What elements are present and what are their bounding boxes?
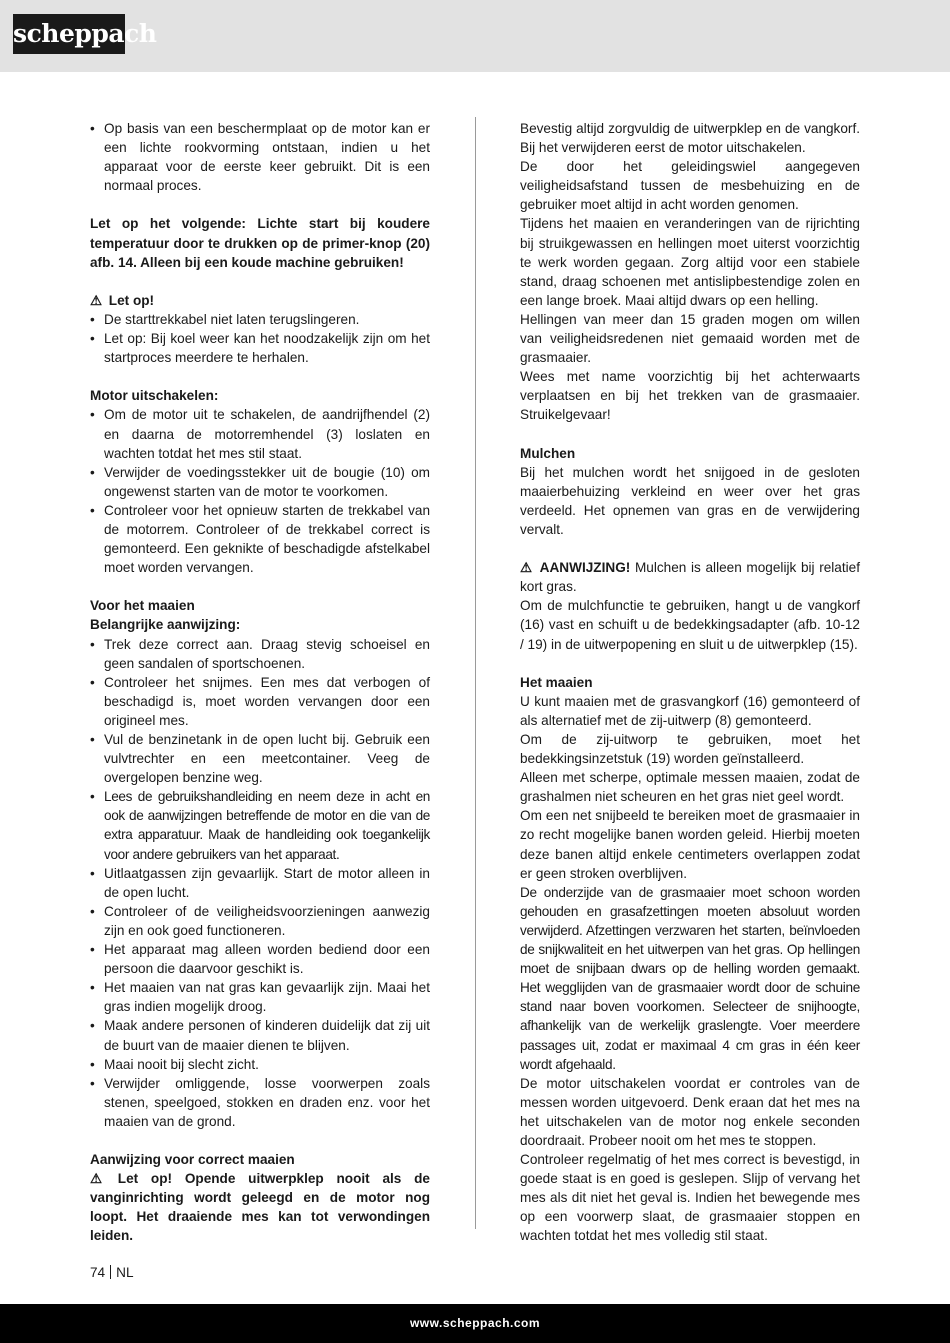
correct-mowing-warning — [90, 1169, 430, 1245]
list-item: • Trek deze correct aan. Draag stevig schoeisel en geen sandalen of sportschoenen. — [90, 635, 430, 673]
page-number-value: 74 — [90, 1265, 106, 1280]
mulch-function-paragraph: Om de mulchfunctie te gebruiken, hangt u de vangkorf (16) vast en schuift u de bedekkingsadapter (afb. 10-12 / 19) in de uitwerpopening en sluit u de uitwerpklep (15). — [520, 598, 860, 652]
caution-bullet-list — [90, 310, 430, 367]
warning-triangle-icon: ⚠ — [90, 1171, 103, 1187]
paragraph: Alleen met scherpe, optimale messen maaien, zodat de grashalmen niet scheuren en het gras niet geel wordt. — [520, 770, 860, 805]
important-bullet-list — [90, 635, 430, 1131]
list-item: • Op basis van een beschermplaat op de motor kan er een lichte rookvorming ontstaan, indien u het apparaat voor de eerste keer gebruikt. Dit is een normaal proces. — [90, 119, 430, 195]
correct-mowing-warning-text: Let op! Opende uitwerpklep nooit als de vanginrichting wordt geleegd en de motor nog loopt. Het draaiende mes kan tot verwondingen leiden. — [90, 1171, 430, 1244]
mulching-heading: Mulchen — [520, 445, 576, 461]
language-code: NL — [116, 1265, 134, 1280]
list-item: • Lees de gebruikshandleiding en neem deze in acht en ook de aanwijzingen betreffende de motor en die van de extra apparatuur. Maak de handleiding ook toegankelijk voor andere gebruikers van het apparaat. — [90, 787, 430, 863]
paragraph: Bevestig altijd zorgvuldig de uitwerpklep en de vangkorf. Bij het verwijderen eerst de motor uitschakelen. — [520, 121, 860, 156]
list-item: • Maak andere personen of kinderen duidelijk dat zij uit de buurt van de maaier dienen te blijven. — [90, 1016, 430, 1054]
paragraph: Tijdens het maaien en veranderingen van de rijrichting bij struikgewassen en hellingen moet uiterst voorzichtig te werk worden gegaan. Zorg altijd voor een stabiele stand, draag schoenen met antislipbestendige zolen en een lange broek. Maai altijd dwars op een helling. — [520, 216, 860, 308]
caution-heading — [90, 291, 430, 310]
page-number-separator — [110, 1265, 111, 1279]
list-item: • De starttrekkabel niet laten terugslingeren. — [90, 310, 430, 329]
warning-triangle-icon: ⚠ — [90, 292, 103, 308]
before-mowing-heading: Voor het maaien — [90, 598, 195, 614]
paragraph: Om een net snijbeeld te bereiken moet de grasmaaier in zo recht mogelijke banen worden geleid. Hierbij moeten deze banen altijd enkele centimeters overlappen zodat er geen stroken overblijven. — [520, 808, 860, 881]
correct-mowing-heading: Aanwijzing voor correct maaien — [90, 1152, 295, 1168]
list-item: • Controleer voor het opnieuw starten de trekkabel van de motorrem. Controleer of de trekkabel correct is gemonteerd. Een geknikte of beschadigde afstelkabel moet worden vervangen. — [90, 501, 430, 577]
right-column — [520, 119, 860, 1246]
mulching-note — [520, 558, 860, 596]
paragraph: Om de zij-uitworp te gebruiken, moet het bedekkingsinzetstuk (19) worden geïnstalleerd. — [520, 732, 860, 767]
column-divider — [475, 117, 476, 1229]
important-heading: Belangrijke aanwijzing: — [90, 617, 241, 633]
paragraph: Hellingen van meer dan 15 graden mogen om willen van veiligheidsredenen niet gemaaid worden met de grasmaaier. — [520, 311, 860, 366]
list-item: • Verwijder de voedingsstekker uit de bougie (10) om ongewenst starten van de motor te voorkomen. — [90, 463, 430, 501]
caution-title: Let op! — [108, 292, 155, 308]
intro-bullet-list — [90, 119, 430, 195]
paragraph: De motor uitschakelen voordat er controles van de messen worden uitgevoerd. Denk eraan dat het mes na het uitschakelen van de motor nog enkele seconden doordraait. Probeer nooit om het mes te stoppen. — [520, 1075, 860, 1148]
left-column — [90, 119, 430, 1246]
mulching-paragraph: Bij het mulchen wordt het snijgoed in de gesloten maaierbehuizing verkleind en weer over het gras verdeeld. Het opnemen van gras en de verwijdering vervalt. — [520, 464, 860, 537]
note-text: Mulchen is alleen mogelijk bij relatief kort gras. — [520, 560, 861, 595]
list-item: • Let op: Bij koel weer kan het noodzakelijk zijn om het startproces meerdere te herhalen. — [90, 329, 430, 367]
footer-website-link[interactable]: www.scheppach.com — [409, 1316, 541, 1330]
list-item: • Controleer het snijmes. Een mes dat verbogen of beschadigd is, moet worden vervangen door een origineel mes. — [90, 673, 430, 730]
paragraph: Controleer regelmatig of het mes correct is bevestigd, in goede staat is en goed is geslepen. Slijp of vervang het mes als dit niet het geval is. Indien het bewegende mes op een voorwerp slaat, de grasmaaier stoppen en wachten totdat het mes volledig stil staat. — [520, 1152, 860, 1244]
motor-off-bullet-list — [90, 405, 430, 577]
motor-off-heading: Motor uitschakelen: — [90, 388, 219, 404]
list-item: • Om de motor uit te schakelen, de aandrijfhendel (2) en daarna de motorremhendel (3) loslaten en wachten totdat het mes stil staat. — [90, 405, 430, 462]
list-item: • Verwijder omliggende, losse voorwerpen zoals stenen, speelgoed, stokken en draden enz. voor het maaien van de grond. — [90, 1074, 430, 1131]
paragraph: De onderzijde van de grasmaaier moet schoon worden gehouden en grasafzettingen moeten absoluut worden verwijderd. Afzettingen verzwaren het starten, beïnvloeden de snijkwaliteit en het uitwerpen van het gras. Op hellingen moet de snijbaan dwars op de helling worden gemaakt. Het wegglijden van de grasmaaier wordt door de schuine stand naar boven voorkomen. Selecteer de snijhoogte, afhankelijk van de werkelijk graslengte. Voer meerdere passages uit, zodat er maximaal 4 cm gras in één keer wordt afgehaald. — [520, 884, 860, 1072]
list-item: • Het maaien van nat gras kan gevaarlijk zijn. Maai het gras indien mogelijk droog. — [90, 978, 430, 1016]
list-item: • Vul de benzinetank in de open lucht bij. Gebruik een vulvtrechter en een meetcontainer. Veeg de overgelopen benzine weg. — [90, 730, 430, 787]
list-item: • Uitlaatgassen zijn gevaarlijk. Start de motor alleen in de open lucht. — [90, 864, 430, 902]
list-item: • Het apparaat mag alleen worden bediend door een persoon die daarvoor geschikt is. — [90, 940, 430, 978]
primer-note: Let op het volgende: Lichte start bij koudere temperatuur door te drukken op de primer-knop (20) afb. 14. Alleen bij een koude machine gebruiken! — [90, 216, 430, 270]
note-label: AANWIJZING! — [539, 560, 631, 576]
paragraph: De door het geleidingswiel aangegeven veiligheidsafstand tussen de mesbehuizing en de gebruiker moet altijd in acht worden genomen. — [520, 159, 860, 213]
scheppach-logo: scheppach — [13, 14, 125, 54]
list-item: • Controleer of de veiligheidsvoorzieningen aanwezig zijn en ook goed functioneren. — [90, 902, 430, 940]
page-number — [90, 1265, 134, 1280]
warning-triangle-icon: ⚠ — [520, 560, 533, 576]
paragraph: Wees met name voorzichtig bij het achterwaarts verplaatsen en bij het trekken van de grasmaaier. Struikelgevaar! — [520, 369, 860, 423]
mowing-heading: Het maaien — [520, 674, 593, 690]
list-item: • Maai nooit bij slecht zicht. — [90, 1055, 430, 1074]
paragraph: U kunt maaien met de grasvangkorf (16) gemonteerd of als alternatief met de zij-uitwerp (8) gemonteerd. — [520, 693, 860, 728]
